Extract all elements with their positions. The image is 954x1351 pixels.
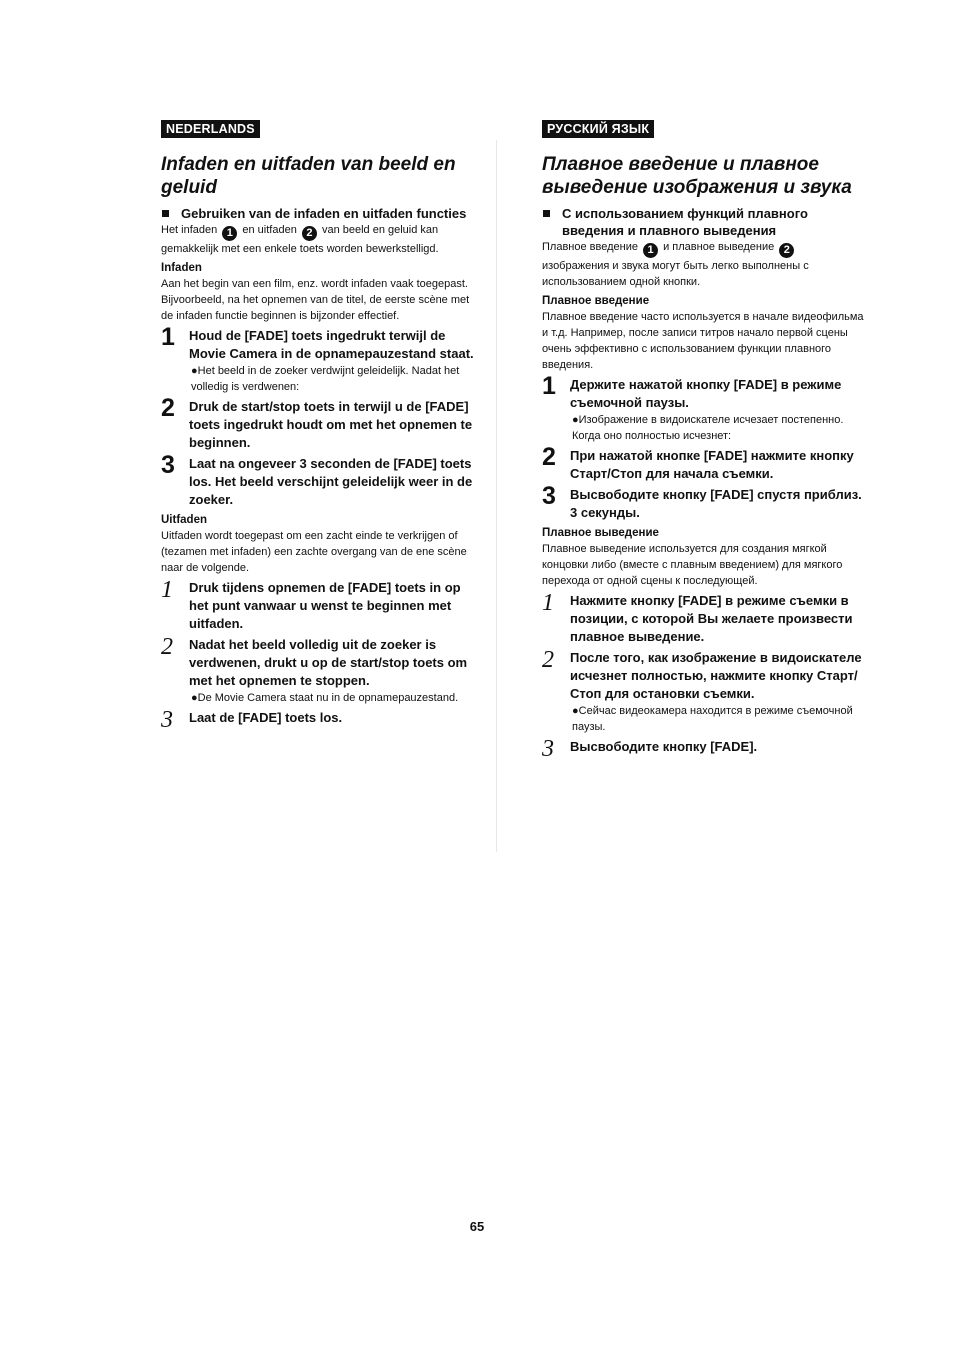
step [161, 579, 483, 633]
fade-out-label: Uitfaden [161, 514, 207, 526]
step-note: ●De Movie Camera staat nu in de opnamepauzestand. [191, 692, 459, 704]
step-number: 1 [161, 577, 173, 603]
dutch-column [161, 120, 483, 733]
step-note: ●Het beeld in de zoeker verdwijnt geleidelijk. Nadat het volledig is verdwenen: [191, 365, 460, 393]
fade-in-description: Aan het begin van een film, enz. wordt infaden vaak toegepast. Bijvoorbeeld, na het opnemen van de titel, de eerste scène met de infaden functie beginnen is bijzonder effectief. [161, 278, 470, 322]
subheading: С использованием функций плавного введения и плавного выведения [542, 205, 864, 239]
step [161, 636, 483, 706]
step-note: ●Сейчас видеокамера находится в режиме съемочной паузы. [572, 705, 853, 733]
fade-out-description: Uitfaden wordt toegepast om een zacht einde te verkrijgen of (tezamen met infaden) een zachte overgang van de ene scène naar de volgende. [161, 530, 467, 574]
step [161, 707, 483, 733]
step-number: 2 [542, 443, 556, 471]
step-number: 2 [542, 647, 554, 673]
step-text: Nadat het beeld volledig uit de zoeker is verdwenen, drukt u op de start/stop toets om met het opnemen te stoppen. [189, 637, 468, 688]
language-badge: NEDERLANDS [161, 120, 260, 138]
step-text: Druk de start/stop toets in terwijl u de [FADE] toets ingedrukt houdt om met het opnemen te beginnen. [189, 399, 473, 450]
intro-part: en uitfaden [242, 224, 297, 236]
step-number: 3 [542, 736, 554, 762]
russian-column [542, 120, 864, 762]
section-title: Плавное введение и плавное выведение изображения и звука [542, 154, 852, 198]
step-number: 1 [161, 323, 175, 351]
intro-part: изображения и звука могут быть легко выполнены с использованием одной кнопки. [542, 260, 809, 288]
step-note: Когда оно полностью исчезнет: [572, 430, 732, 442]
step-number: 1 [542, 372, 556, 400]
step [161, 394, 483, 452]
marker-2-icon: 2 [779, 243, 794, 258]
step [542, 372, 864, 444]
step [542, 649, 864, 735]
step [542, 482, 864, 522]
step-text: Держите нажатой кнопку [FADE] в режиме съемочной паузы. [570, 377, 842, 410]
language-badge: РУССКИЙ ЯЗЫК [542, 120, 654, 138]
marker-1-icon: 1 [222, 226, 237, 241]
fade-in-label: Infaden [161, 262, 202, 274]
fade-in-description: Плавное введение часто используется в начале видеофильма и т.д. Например, после записи титров начало первой сцены очень эффективно с использованием функции плавного введения. [542, 311, 864, 371]
marker-2-icon: 2 [302, 226, 317, 241]
fade-out-description: Плавное выведение используется для создания мягкой концовки либо (вместе с плавным введением) для мягкого перехода от одной сцены к последующей. [542, 543, 843, 587]
step-number: 2 [161, 634, 173, 660]
step [161, 323, 483, 395]
marker-1-icon: 1 [643, 243, 658, 258]
intro-part: Плавное введение [542, 241, 638, 253]
section-title: Infaden en uitfaden van beeld en geluid [161, 154, 456, 198]
intro-part: van beeld en geluid kan gemakkelijk met een enkele toets worden bewerkstelligd. [161, 224, 439, 255]
step-note: ●Изображение в видоискателе исчезает постепенно. [572, 414, 844, 426]
step-number: 3 [161, 451, 175, 479]
step-number: 3 [542, 482, 556, 510]
step-text: Laat de [FADE] toets los. [189, 710, 343, 725]
step-text: Высвободите кнопку [FADE] спустя приблиз. 3 секунды. [570, 487, 862, 520]
fade-out-label: Плавное выведение [542, 527, 659, 539]
intro-part: и плавное выведение [663, 241, 775, 253]
fade-in-label: Плавное введение [542, 295, 650, 307]
step-text: После того, как изображение в видоискателе исчезнет полностью, нажмите кнопку Старт/Стоп для остановки съемки. [570, 650, 862, 701]
step-text: Laat na ongeveer 3 seconden de [FADE] toets los. Het beeld verschijnt geleidelijk weer in de zoeker. [189, 456, 473, 507]
step-text: Houd de [FADE] toets ingedrukt terwijl de Movie Camera in de opnamepauzestand staat. [189, 328, 474, 361]
step-number: 2 [161, 394, 175, 422]
step [542, 736, 864, 762]
step [542, 443, 864, 483]
step [542, 592, 864, 646]
step [161, 451, 483, 509]
step-number: 3 [161, 707, 173, 733]
step-number: 1 [542, 590, 554, 616]
intro-text [542, 239, 864, 290]
step-text: Druk tijdens opnemen de [FADE] toets in op het punt vanwaar u wenst te beginnen met uitfaden. [189, 580, 461, 631]
intro-text [161, 222, 483, 257]
page-number: 65 [469, 1219, 485, 1234]
step-text: Высвободите кнопку [FADE]. [570, 739, 758, 754]
intro-part: Het infaden [161, 224, 218, 236]
subheading: Gebruiken van de infaden en uitfaden functies [161, 205, 483, 222]
step-text: При нажатой кнопке [FADE] нажмите кнопку Старт/Стоп для начала съемки. [570, 448, 854, 481]
column-divider [496, 140, 497, 852]
step-text: Нажмите кнопку [FADE] в режиме съемки в позиции, с которой Вы желаете произвести плавное выведение. [570, 593, 853, 644]
